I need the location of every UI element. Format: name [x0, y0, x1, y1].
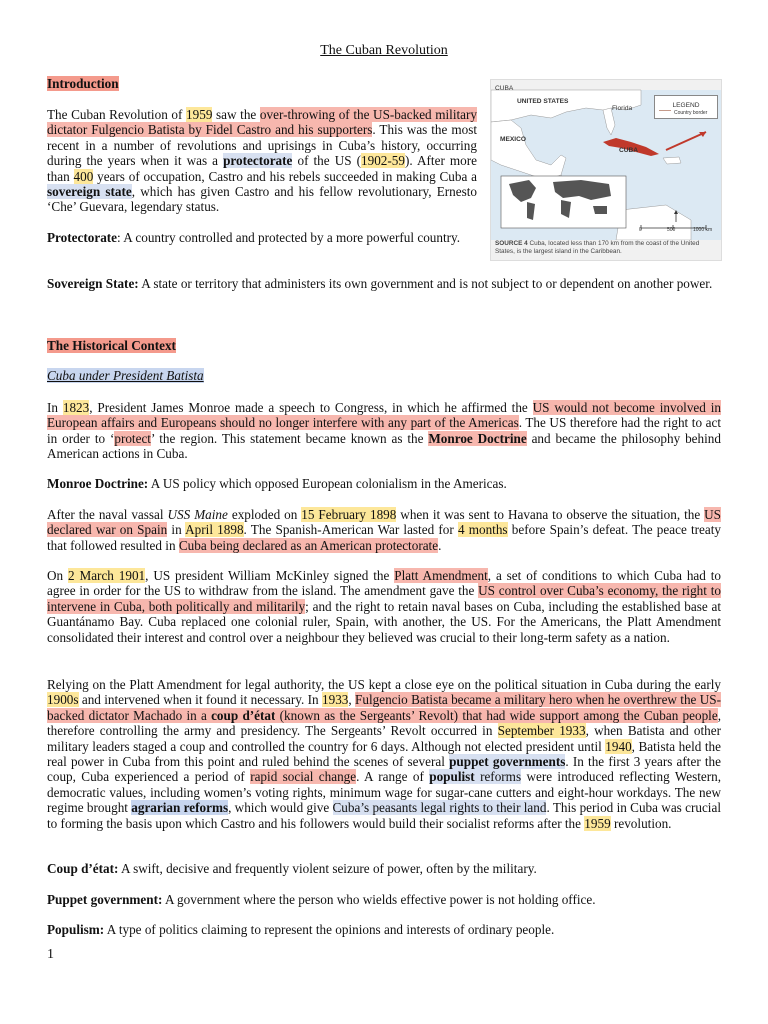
p4-run: were introduced reflecting Western, democratic values, including women’s voting rights, minimum wage for sugar-cane cutters and eight-hour workdays. The new regime brought	[47, 769, 722, 816]
puppet_def-run: A government where the person who wields effective power is not holding office.	[162, 892, 596, 907]
caption-source-label: SOURCE 4	[495, 240, 528, 247]
p2-run: 4 months	[457, 522, 508, 538]
p2-run: exploded on	[227, 507, 302, 522]
p3-run: , US president William McKinley signed the	[145, 568, 395, 583]
p3-run: US control over Cuba’s economy, the right to intervene in Cuba, both politically and militarily	[47, 583, 721, 614]
intro-run: 1902-59	[361, 153, 405, 169]
p1-run: and became the philosophy behind American actions in Cuba.	[47, 430, 721, 462]
protectorate_def-run: Protectorate	[47, 230, 118, 245]
p2-run: before Spain’s defeat. The peace treaty that followed resulted in	[47, 522, 722, 553]
monroe_def-run: Monroe Doctrine:	[47, 476, 149, 491]
p4-run: 1933	[322, 692, 349, 708]
intro-run: The Cuban Revolution of	[47, 107, 187, 122]
intro-paragraph	[47, 107, 477, 215]
p4-run: (known as the Sergeants’ Revolt) that had wide support among the Cuban people	[275, 707, 718, 723]
p3-run: On	[47, 568, 68, 583]
p4-run: populist	[429, 769, 475, 785]
intro-run: , which has given Castro and his fellow revolutionary, Ernesto ‘Che’ Guevara, legendary status.	[47, 184, 477, 215]
page-number: 1	[47, 947, 54, 962]
scale-label-1000: 1000 km	[693, 227, 713, 233]
page-title: The Cuban Revolution	[320, 43, 448, 58]
intro-run: ). After more than	[47, 153, 477, 184]
section-heading-historical-context: The Historical Context	[47, 338, 176, 353]
subsection-heading-batista: Cuba under President Batista	[47, 368, 204, 383]
p4-run: coup d’état	[211, 707, 276, 723]
p4-run: Fulgencio Batista became a military hero when he overthrew the US-backed dictator Machado in a	[47, 692, 721, 723]
intro-run: sovereign state	[47, 184, 132, 200]
intro-run: of the US (	[292, 153, 362, 169]
p2-run: . The Spanish-American War lasted for	[243, 522, 458, 538]
p3-run: Platt Amendment	[394, 568, 488, 583]
map-figure	[490, 79, 722, 261]
populism_def-run: A type of politics claiming to represent the opinions and interests of ordinary people.	[104, 922, 555, 937]
definition-populism	[47, 922, 721, 937]
p4-run: , when Batista and other military leaders staged a coup and controlled the country for 6 days. Although not elected president until	[47, 723, 721, 754]
p4-run: agrarian reforms	[131, 800, 229, 816]
map-corner-label: CUBA	[495, 85, 514, 92]
p1-run: Monroe Doctrine	[428, 430, 527, 446]
map-caption	[495, 240, 717, 256]
legend-border-line	[659, 110, 671, 111]
p2-run: USS Maine	[167, 507, 228, 522]
map-legend	[654, 95, 718, 119]
p4-run: , Batista held the real power in Cuba from this point and ruled behind the scenes of several	[47, 738, 721, 770]
puppet_def-run: Puppet government:	[47, 892, 163, 907]
p2-run: US declared war on Spain	[47, 507, 722, 538]
intro-run: 1959	[186, 107, 213, 122]
p2-run: 15 February 1898	[301, 507, 397, 522]
p3-run: 2 March 1901	[68, 568, 146, 583]
p1-run: , President James Monroe made a speech to Congress, in which he affirmed the	[89, 400, 533, 415]
coup_def-run: A swift, decisive and frequently violent seizure of power, often by the military.	[118, 861, 537, 876]
definition-protectorate	[47, 230, 477, 245]
coup_def-run: Coup d’état:	[47, 861, 119, 876]
p4-run: . A range of	[356, 769, 430, 785]
p1-run: . The US therefore had the right to act in order to ‘	[47, 415, 721, 446]
p4-run: reforms	[480, 769, 522, 785]
p4-run: 1900s	[47, 692, 79, 708]
p4-run: puppet governments	[449, 754, 566, 770]
section-heading-introduction: Introduction	[47, 76, 119, 91]
legend-title: LEGEND	[672, 102, 700, 109]
intro-run: over-throwing of the US-backed military dictator Fulgencio Batista by Fidel Castro and his supporters	[47, 107, 478, 138]
p4-run: , therefore controlling the army and presidency. The Sergeants’ Revolt occurred in	[47, 707, 721, 739]
p4-run: and intervened when it found it necessary. In	[78, 692, 322, 708]
p4-run: ,	[348, 692, 356, 708]
scale-label-0: 0	[639, 227, 642, 233]
paragraph-batista	[47, 677, 721, 831]
p1-run: In	[47, 400, 63, 415]
legend-item-label: Country border	[674, 110, 708, 116]
definition-monroe-doctrine	[47, 476, 721, 491]
paragraph-platt-amendment	[47, 568, 721, 645]
p2-run: .	[438, 537, 442, 553]
monroe_def-run: A US policy which opposed European colonialism in the Americas.	[148, 476, 507, 491]
p1-run: ’ the region. This statement became known as the	[150, 430, 429, 446]
definition-puppet-government	[47, 892, 721, 907]
p4-run: rapid social change	[250, 769, 357, 785]
intro-run: 400	[73, 168, 94, 184]
p4-run: 1940	[605, 738, 632, 754]
protectorate_def-run: : A country controlled and protected by a more powerful country.	[117, 230, 461, 245]
paragraph-monroe	[47, 400, 721, 462]
p2-run: in	[167, 522, 186, 538]
paragraph-spanish-american-war	[47, 507, 721, 553]
map-label-florida: Florida	[612, 105, 633, 112]
p2-run: April 1898	[185, 522, 244, 538]
intro-run: . This was the most recent in a number of revolutions and uprisings in Cuba’s history, occurring during the years when it was a	[47, 122, 477, 169]
p4-run: September 1933	[497, 723, 586, 739]
p4-run: . In the first 3 years after the coup, Cuba experienced a period of	[47, 754, 722, 785]
p2-run: when it was sent to Havana to observe the situation, the	[396, 507, 705, 522]
sovereign_def-run: Sovereign State:	[47, 276, 139, 291]
p1-run: US would not become involved in European affairs and Europeans should no longer interfere with any part of the Americas	[47, 400, 721, 431]
p1-run: protect	[114, 430, 151, 446]
p4-run: 1959	[584, 815, 611, 831]
p1-run: 1823	[62, 400, 90, 415]
p3-run: ; and the right to retain naval bases on Cuba, including the established base at Guantánamo Bay. Cuba replaced one colonial ruler, Spain, with another, the US. For the Americans, the Platt Amendment consolidated their interest and control over a neighbour they believed was crucial to their long-term safety as a nation.	[47, 598, 721, 645]
populism_def-run: Populism:	[47, 922, 105, 937]
p4-run: . This period in Cuba was crucial to forming the basis upon which Castro and his followers would build their socialist reforms after the	[47, 800, 721, 831]
definition-sovereign-state	[47, 276, 721, 291]
sovereign_def-run: A state or territory that administers its own government and is not subject to or dependent on another power.	[138, 276, 713, 291]
caption-text: Cuba, located less than 170 km from the coast of the United States, is the largest island in the Caribbean.	[495, 240, 700, 255]
map-label-cuba: CUBA	[619, 147, 639, 154]
p2-run: Cuba being declared as an American protectorate	[178, 537, 439, 553]
intro-run: years of occupation, Castro and his rebels succeeded in making Cuba a	[93, 168, 477, 184]
intro-run: saw the	[212, 107, 260, 122]
map-label-mexico: MEXICO	[500, 136, 527, 143]
p2-run: After the naval vassal	[47, 507, 168, 522]
p4-run: Cuba’s peasants legal rights to their land	[332, 800, 547, 816]
scale-label-500: 500	[667, 227, 676, 233]
p4-run: revolution.	[610, 815, 672, 831]
map-label-united-states: UNITED STATES	[517, 98, 569, 105]
definition-coup	[47, 861, 721, 876]
p4-run: , which would give	[228, 800, 333, 816]
p4-run: Relying on the Platt Amendment for legal authority, the US kept a close eye on the political situation in Cuba during the early	[47, 677, 721, 692]
p3-run: , a set of conditions to which Cuba had to agree in order for the US to withdraw from the island. The amendment gave the	[47, 568, 721, 599]
intro-run: protectorate	[223, 153, 293, 169]
